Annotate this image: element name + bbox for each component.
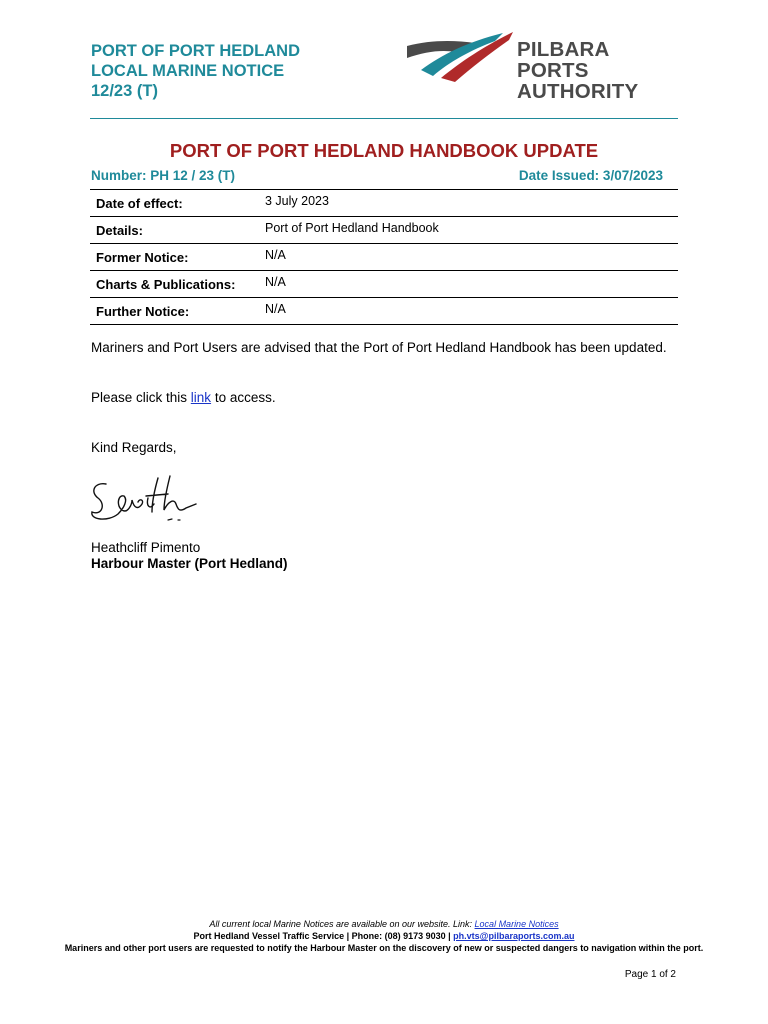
pilbara-ports-logo — [405, 28, 680, 103]
logo-line1: PILBARA PORTS — [517, 38, 609, 82]
notice-number: Number: PH 12 / 23 (T) — [91, 168, 236, 183]
click-suffix: to access. — [211, 390, 276, 405]
footer-website-line — [0, 919, 768, 930]
details-table — [90, 189, 678, 325]
table-row — [90, 271, 678, 298]
row-value: 3 July 2023 — [264, 190, 678, 217]
row-label: Former Notice: — [90, 244, 264, 271]
header-divider — [90, 118, 678, 119]
date-issued: Date Issued: 3/07/2023 — [518, 168, 663, 183]
click-prefix: Please click this — [91, 390, 191, 405]
footer-contact-line — [0, 931, 768, 942]
signatory-title: Harbour Master (Port Hedland) — [91, 556, 288, 571]
footer-contact-text: Port Hedland Vessel Traffic Service | Phone: (08) 9173 9030 | — [193, 931, 454, 941]
access-paragraph — [91, 389, 677, 407]
notice-title — [91, 41, 300, 101]
page-number: Page 1 of 2 — [624, 969, 676, 980]
table-row — [90, 298, 678, 325]
table-row — [90, 217, 678, 244]
notice-title-line2: LOCAL MARINE NOTICE — [91, 62, 285, 80]
row-value: N/A — [264, 244, 678, 271]
row-label: Details: — [90, 217, 264, 244]
row-value: N/A — [264, 298, 678, 325]
logo-line2: AUTHORITY — [517, 80, 639, 103]
notice-title-line3: 12/23 (T) — [91, 82, 158, 100]
vts-email-link[interactable]: ph.vts@pilbaraports.com.au — [453, 931, 575, 941]
row-label: Date of effect: — [90, 190, 264, 217]
signature-image — [88, 470, 203, 528]
kind-regards: Kind Regards, — [91, 440, 177, 455]
advice-paragraph: Mariners and Port Users are advised that the Port of Port Hedland Handbook has been updated. — [91, 340, 667, 355]
footer-website-text: All current local Marine Notices are available on our website. Link: — [209, 919, 475, 929]
row-value: Port of Port Hedland Handbook — [264, 217, 678, 244]
signatory-name: Heathcliff Pimento — [91, 540, 201, 555]
footer-advisory-line: Mariners and other port users are requested to notify the Harbour Master on the discovery of new or suspected dangers to navigation within the port. — [64, 943, 704, 953]
table-row — [90, 190, 678, 217]
logo-text — [517, 39, 680, 102]
row-value: N/A — [264, 271, 678, 298]
handbook-link[interactable]: link — [190, 390, 212, 405]
row-label: Charts & Publications: — [90, 271, 264, 298]
document-heading: PORT OF PORT HEDLAND HANDBOOK UPDATE — [169, 140, 599, 161]
row-label: Further Notice: — [90, 298, 264, 325]
wave-logo-icon — [405, 28, 517, 86]
table-row — [90, 244, 678, 271]
notice-meta — [91, 167, 663, 185]
notice-title-line1: PORT OF PORT HEDLAND — [91, 42, 300, 60]
marine-notices-link[interactable]: Local Marine Notices — [474, 919, 559, 929]
